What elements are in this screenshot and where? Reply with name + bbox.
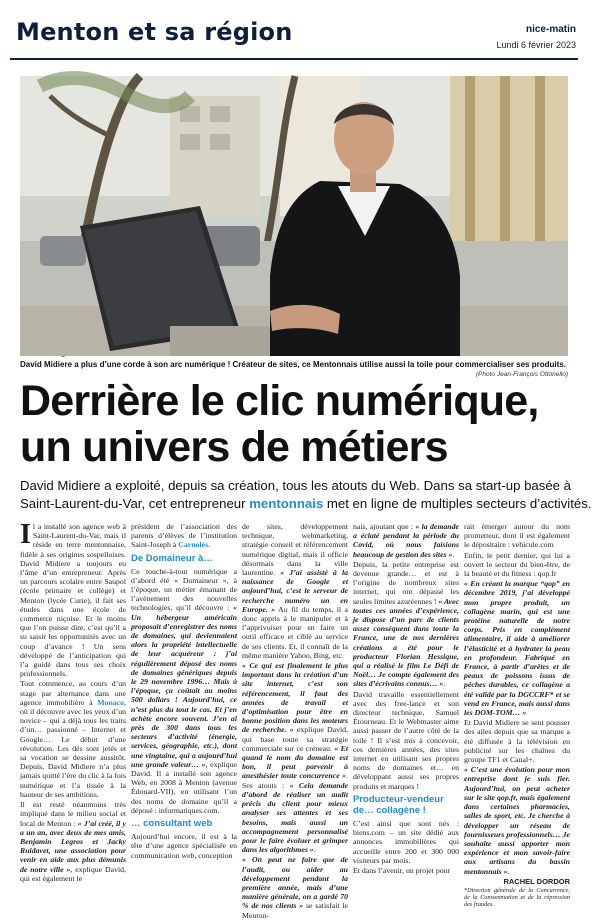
paragraph-text: explique David, qui base toute sa stratégie commerciale sur ce créneau. (242, 725, 348, 753)
paragraph (353, 560, 459, 689)
quote-text: « la demande a éclaté pendant la période du Covid, où nous faisions beaucoup de gestion des sites » (353, 522, 459, 559)
paragraph (131, 567, 237, 815)
paragraph (464, 579, 570, 717)
paragraph (242, 855, 348, 919)
photo-illustration (20, 76, 568, 356)
paragraph (20, 679, 126, 799)
article-photo (20, 76, 568, 356)
paragraph-text: , explique David, qui est également le (20, 864, 127, 883)
page-header (10, 14, 578, 62)
author-signature: RACHEL DORDOR (503, 876, 570, 886)
standfirst-text: met en ligne de multiples secteurs d’activités. (323, 495, 592, 511)
paragraph (20, 519, 126, 679)
paragraph (353, 522, 459, 559)
paragraph-text: Ce touche-à-tout numérique a d’abord été « Domaineur », à l’époque, un métier émanant de l’avènement des nouvelles technologies, qu’il découvre : (131, 566, 237, 613)
quote-text: « En créant la marque “qop” en décembre 2019, j’ai développé mon propre produit, un collagène marin, qui est une protéine naturelle de notre corps. Pris en complément alimentaire, il aide à améliorer l’élasticité et à hydrater la peau en profondeur. Fabriqué en France, à partir d’arêtes et de peaux de poissons issus de pêches durables, ce collagène a été validé par la DGCCRF* et se vend en France, mais aussi dans les DOM-TOM… » (464, 579, 570, 718)
quote-text: « Avec toutes ces années d’expérience, je dispose d’un parc de clients assez conséquent dans toute la France, une de nos dernières créations a été pour le producteur Florian Hessique, qui a réalisé le film Le Défi de Noël… Je compte également des sites d’écrivains connus… » (353, 596, 459, 689)
paragraph-text: , explique David. Il a installé son agence Web, en 2008 à Menton (avenue Édouard-VII), en utilisant l’un des noms de domaine qu’il a déposé : informatiques.com. (131, 759, 237, 815)
article-column-5 (464, 522, 570, 908)
article-standfirst (20, 477, 592, 512)
quote-text: « Cela demande d’abord de réaliser un audit précis du client pour mieux analyser ses attentes et ses besoins, mais aussi un accompagnement personnalisé pour le faire évoluer et grimper dans les algorithmes » (242, 780, 348, 855)
paragraph-text: Il est resté néanmoins très impliqué dans le milieu social et local de Menton : (20, 800, 126, 828)
paragraph (242, 522, 348, 660)
header-rule (10, 58, 578, 60)
paragraph-text: de sites, développement technique, webmarketing, stratégie conseil et référencement numérique digital, mais il officie désormais dans la ville laurentine. (242, 522, 348, 578)
paragraph-text: nais, ajoutant que : (353, 522, 416, 531)
subheading: De Domaineur à… (131, 552, 213, 564)
headline-line: un univers de métiers (20, 423, 448, 471)
paragraph-text: . Ses atouts : (242, 771, 348, 790)
paragraph: David travaille essentiellement avec des free-lance et son directeur technique, Samuel Étourneau. Et le Webmaster aime aussi passer de l’autre côté de la toile ! Il s’est mis à concevoir, ces dernières années, des sites internet en utilisant ses propres noms de domaines et… en développant aussi ses propres produits et marques ! (353, 689, 459, 791)
photo-credit: (Photo Jean-François Ottonello) (475, 371, 568, 378)
paragraph-text: Tout commence, au cours d’un stage par alternance dans une agence immobilière à (20, 679, 126, 707)
article-column-1 (20, 519, 127, 883)
quote-text: « J’ai créé, il y a un an, avec deux de mes amis, Benjamin Legros et Jacky Ruidavet, une association pour venir en aide aux plus démunis de notre ville » (20, 818, 126, 874)
paragraph-text: . (507, 866, 510, 876)
photo-caption: David Midiere a plus d’une corde à son arc numérique ! Créateur de sites, ce Mentonnais utilise aussi la toile pour commercialiser ses produits. (20, 360, 566, 369)
subheading: Producteur-vendeur de… collagène ! (353, 793, 444, 816)
quote-text: « Un hébergeur américain proposait d’enregistrer des noms de domaines, qui deviennaient alors la propriété intellectuelle de leur acquéreur : j’ai régulièrement déposé des noms de domaines génériques depuis le 29 novembre 1996… Mais à l’époque, ça coûtait au moins 500 dollars ! Aujourd’hui, ce n’est plus du tout le cas. Et j’en achète encore souvent. J’en ai près de 300 dans tous les secteurs d’activité (énergie, services, géographie, etc.), dont une vingtaine, qui a aujourd’hui une grande valeur… » (131, 603, 237, 769)
standfirst-text: Saint-Laurent-du-Var, cet entrepreneur (20, 495, 250, 511)
article-column-3 (242, 522, 349, 920)
headline-line: Derrière le clic numérique, (20, 377, 539, 425)
article-column-2 (131, 522, 237, 860)
paragraph-text: Au fil du temps, il a donc appris à le manipuler et à l’apprivoiser pour en faire un outil efficace et ciblé au service de ses clients. Et, il connaît de la même manière Yahoo, Bing, etc. (242, 604, 348, 660)
paragraph: Enfin, le petit dernier, qui lui a ouvert le secteur du bien-être, de la beauté et du fitness : qop.fr (464, 550, 570, 579)
paragraph: C’est ainsi que sont nés : biens.com – un site dédié aux annonces immobilières qui accueille entre 200 et 300 000 visiteurs par mois. (353, 818, 459, 865)
paragraph: Aujourd’hui encore, il est à la tête d’une agence spécialisée en communication web, conception (131, 832, 237, 860)
quote-text: « J’ai assisté à la naissance de Google et aujourd’hui, c’est le serveur de recherche numéro un en Europe. » (242, 568, 349, 614)
paragraph-text: Depuis, la petite entreprise est devenue grande… et est à l’origine de nombreux sites internet, qui ont dépassé les seules limites azuréennes ! (353, 559, 459, 606)
paragraph-text: . (313, 845, 316, 855)
place-link: Monaco (97, 697, 125, 707)
standfirst-line: David Midiere a exploité, depuis sa création, tous les atouts du Web. Dans sa start-up basée à (20, 478, 572, 493)
paragraph-text: . (443, 679, 446, 689)
paragraph-text: président de l’association des parents d’élèves de l’institution Saint-Joseph à (131, 522, 237, 550)
footnote: *Direction générale de la Concurrence, de la Consommation et de la répression des fraudes. (464, 886, 570, 908)
paragraph (20, 800, 126, 883)
subheading: … consultant web (131, 818, 213, 830)
article-column-4 (353, 522, 459, 875)
issue-date: Lundi 6 février 2023 (496, 40, 576, 50)
place-link: Carnolès (178, 540, 209, 550)
paragraph (131, 522, 237, 550)
paragraph-text: , où il découvre avec les yeux d’un novice – qui a déjà tous les traits d’un… passionné – Internet et Google… Le début d’une révolution. Les dés sont jetés et sa vocation se dessine aussitôt. Depuis, David Midiere n’a plus jamais quitté l’ère du clic à la fois numérique et l’a tissée à la hauteur de ses ambitions. (20, 697, 126, 799)
drop-cap: I (20, 519, 31, 550)
standfirst-highlight: mentonnais (249, 495, 324, 511)
paragraph-text: . (452, 549, 455, 559)
paragraph-text: se satisfait le Menton- (242, 901, 348, 920)
article-headline (20, 378, 580, 470)
paragraph (242, 661, 348, 854)
newspaper-name: nice-matin (525, 24, 576, 35)
quote-text: « On peut ne faire que de l’audit, ou aider au développement pendant la première année, mais d’une manière générale, on a gardé 70 % de nos clients » (242, 855, 348, 911)
quote-text: « C’est une évolution pour mon entreprise dont je suis fier. Aujourd’hui, on peut acheter sur le site qop.fr, mais également dans certaines pharmacies, salles de sport, etc. Je cherche à développer un réseau de fournisseurs professionnels… Je souhaite aussi apporter mon expérience et mon savoir-faire aux artisans du bassin mentonnais » (464, 765, 570, 876)
section-title: Menton et sa région (16, 18, 293, 46)
paragraph: rait émerger autour du nom prometteur, dont il est également le dépositaire : vehicule.com (464, 522, 570, 550)
quote-text: « Ce qui est finalement le plus important dans la création d’un site internet, c’est son référencement, il faut des années de travail et d’optimisation pour être en bonne position dans les moteurs de recherche. » (242, 661, 348, 735)
paragraph-text: l a installé son agence web à Saint-Laurent-du-Var, mais il réside en terre mentonnaise, fidèle à ses origines sospelloises. David Midiere a toujours eu l’âme d’un entrepreneur. Après un parcours scolaire entre Saupol (école primaire et collège) et Menton (lycée Curie), il fait ses études dans une école de commerce niçoise. Et le moins que l’on puisse dire, c’est qu’il a su saisir les opportunités avec un coup d’avance ! Un sens développé de l’anticipation qui l’a guidé dans tous ses choix professionnels. (20, 522, 126, 679)
quote-text: « Et quand le nom du domaine est bon, il peut parvenir à anesthésier toute concurrence » (242, 743, 348, 781)
paragraph (464, 765, 570, 875)
paragraph-text: . (208, 540, 211, 550)
paragraph: Et David Midiere se sent pousser des ailes depuis que sa marque a été diffusée à la télévision en publicité sur les chaînes du groupe TF1 et Canal+. (464, 718, 570, 765)
paragraph: Et dans l’avenir, un projet pour (353, 865, 451, 875)
standfirst-line (20, 495, 592, 513)
